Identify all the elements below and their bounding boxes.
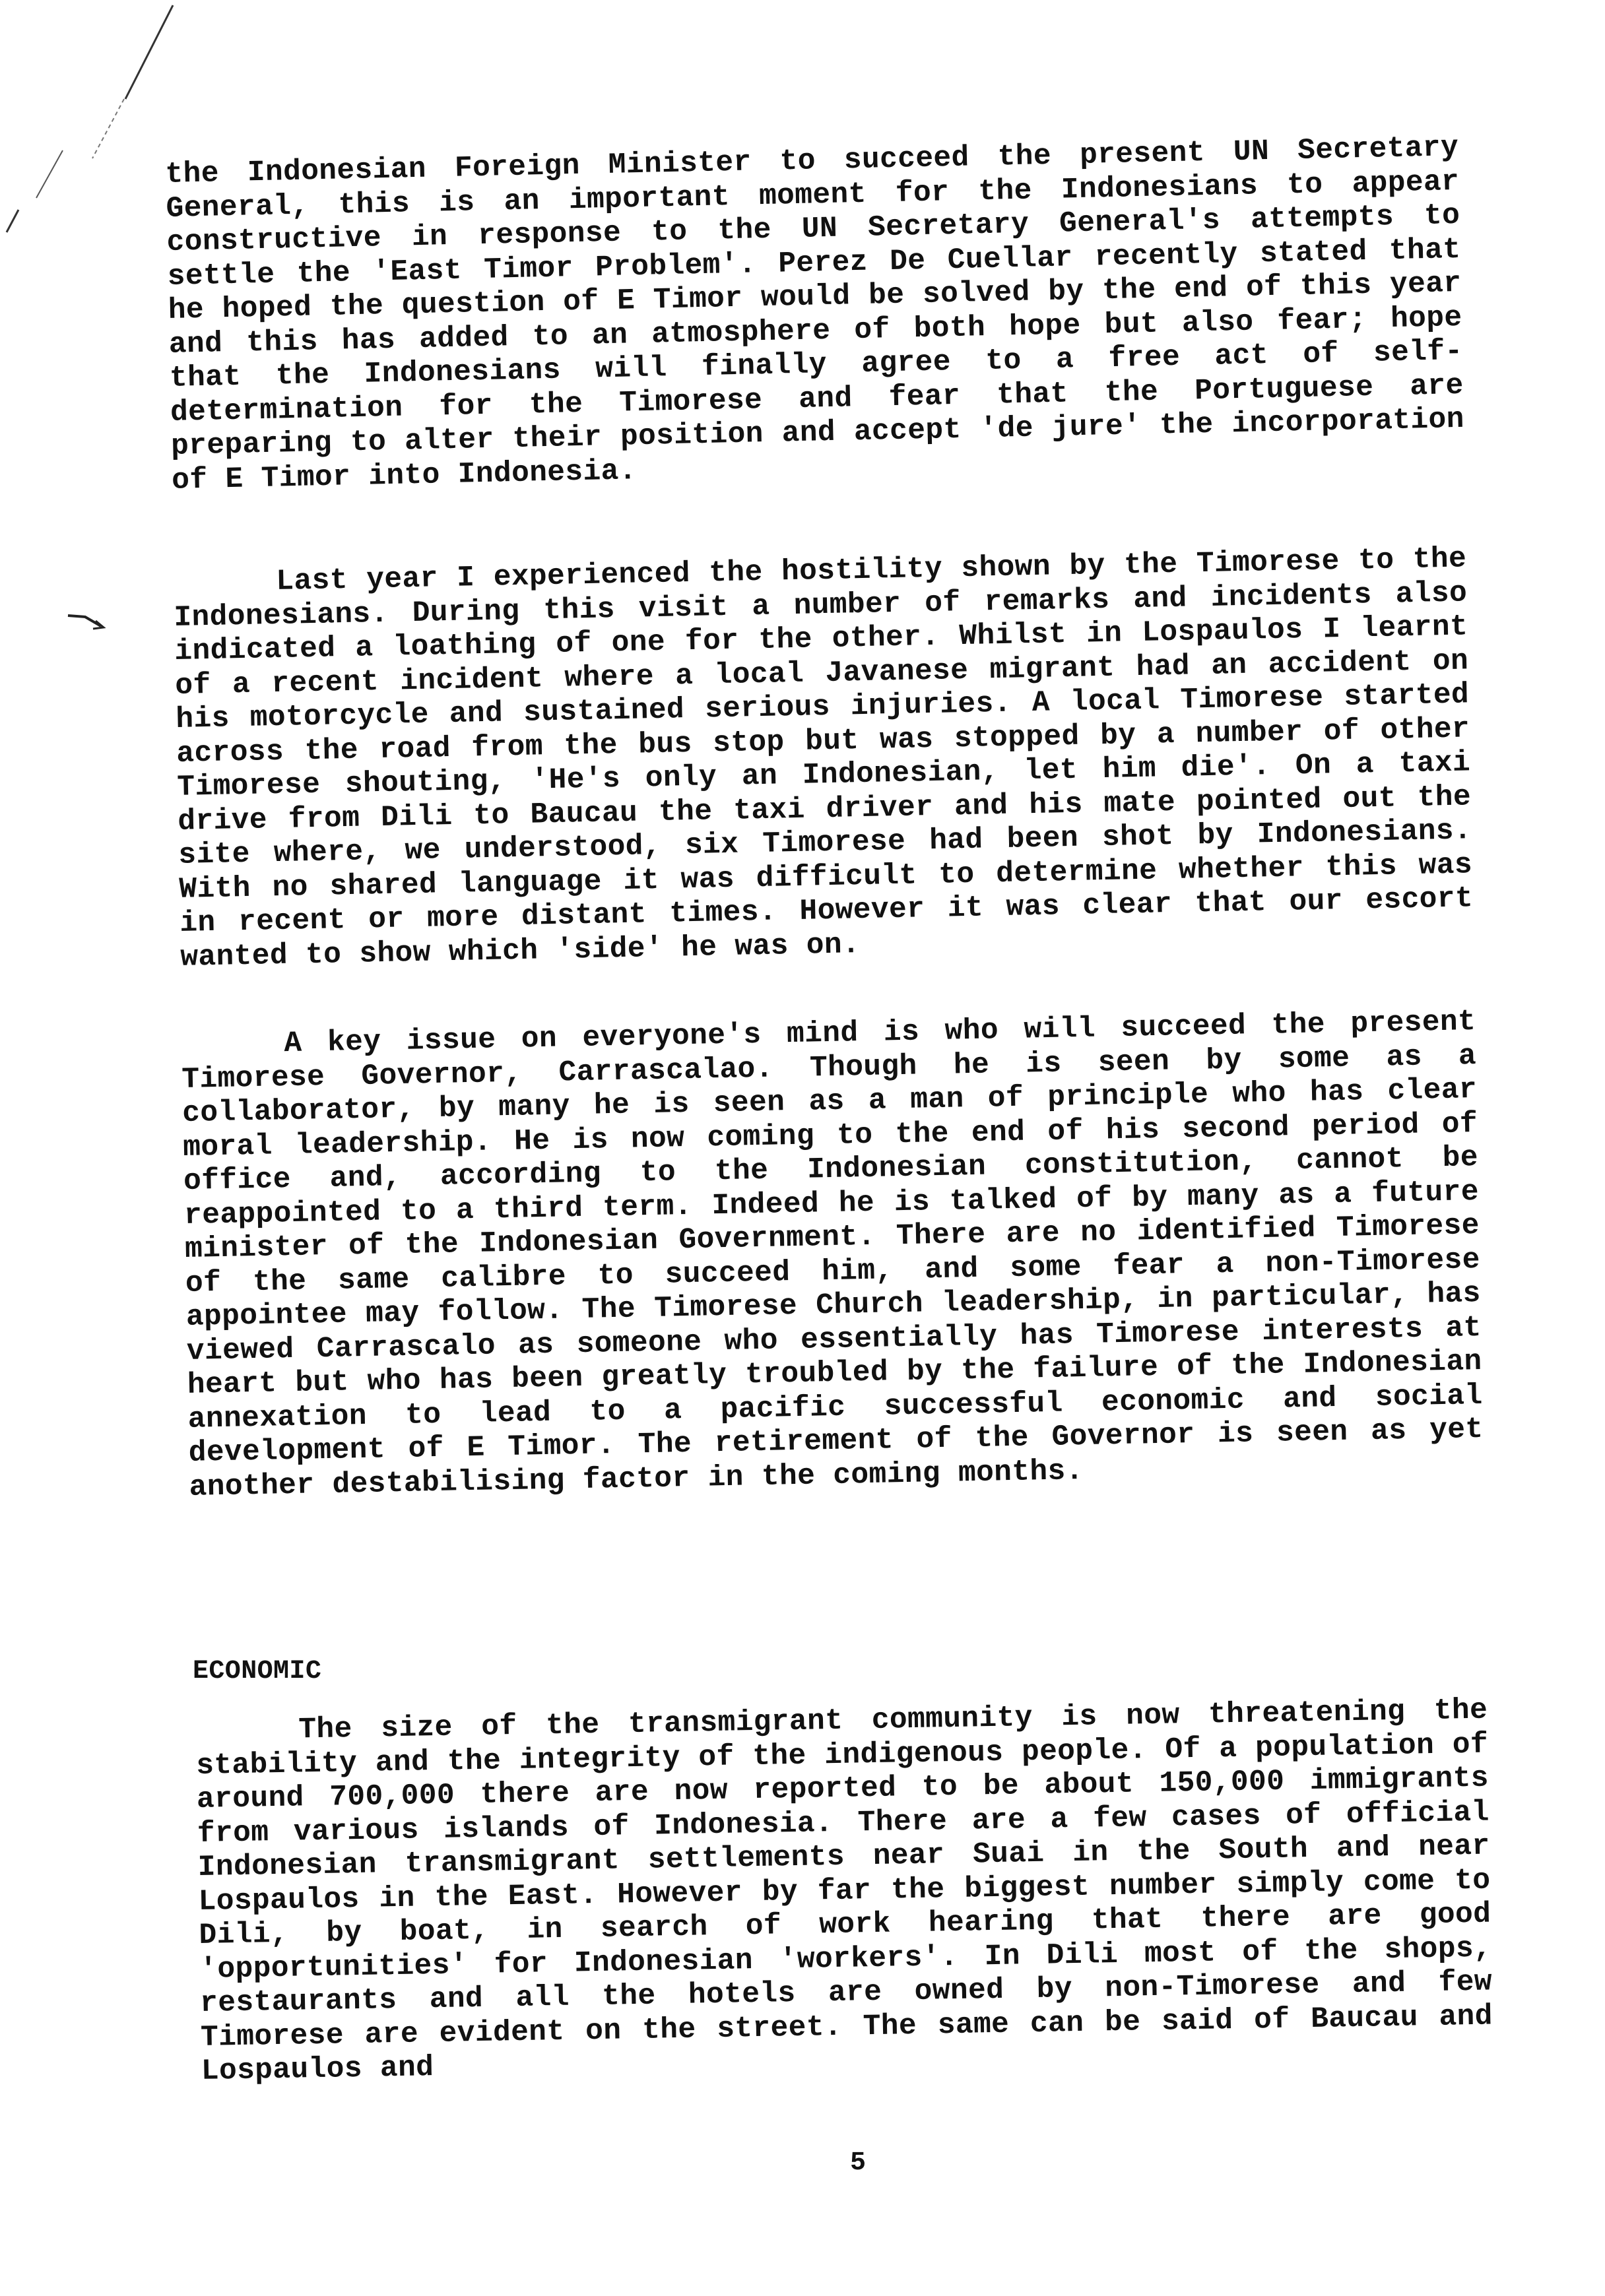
paragraph-economic: The size of the transmigrant community is now threatening the stability and the integrity of the indigenous people. Of a population of around 700,000 there are now reported to be about 150,000 immigrants from various islands of Indonesia. There are a few cases of official Indonesian transmigrant settlements near Suai in the South and near Lospaulos in the East. However by far the biggest number simply come to Dili, by boat, in search of work hearing that there are good 'opportunities' for Indonesian 'workers'. In Dili most of the shops, restaurants and all the hotels are owned by non-Timorese and few Timorese are evident on the street. The same can be said of Baucau and Lospaulos and [195,1694,1493,2088]
paragraph-2: Last year I experienced the hostility shown by the Timorese to the Indonesians. During this visit a number of remarks and incidents also indicated a loathing of one for the other. Whilst in Lospaulos I learnt of a recent incident where a local Javanese migrant had an accident on his motorcycle and sustained serious injuries. A local Timorese started across the road from the bus stop but was stopped by a number of other Timorese shouting, 'He's only an Indonesian, let him die'. On a taxi drive from Dili to Baucau the taxi driver and his mate pointed out the site where, we understood, six Timorese had been shot by Indonesians. With no shared language it was difficult to determine whether this was in recent or more distant times. However it was clear that our escort wanted to show which 'side' he was on. [173,542,1474,974]
section-heading-economic: ECONOMIC [193,1657,322,1686]
paragraph-3: A key issue on everyone's mind is who will succeed the present Timorese Governor, Carrascalao. Though he is seen by some as a collaborator, by many he is seen as a man of principle who has clear moral leadership. He is now coming to the end of his second period of office and, according to the Indonesian constitution, cannot be reappointed to a third term. Indeed he is talked of by many as a future minister of the Indonesian Government. There are no identified Timorese of the same calibre to succeed him, and some fear a non-Timorese appointee may follow. The Timorese Church leadership, in particular, has viewed Carrascalo as someone who essentially has Timorese interests at heart but who has been greatly troubled by the failure of the Indonesian annexation to lead to a pacific successful economic and social development of E Timor. The retirement of the Governor is seen as yet another destabilising factor in the coming months. [181,1005,1484,1504]
margin-arrow-mark [63,604,115,637]
paragraph-1: the Indonesian Foreign Minister to succeed the present UN Secretary General, this is an important moment for the Indonesians to appear constructive in response to the UN Secretary General's attempts to settle the 'East Timor Problem'. Perez De Cuellar recently stated that he hoped the question of E Timor would be solved by the end of this year and this has added to an atmosphere of both hope but also fear; hope that the Indonesians will finally agree to a free act of self-determination for the Timorese and fear that the Portuguese are preparing to alter their position and accept 'de jure' the incorporation of E Timor into Indonesia. [165,131,1465,497]
page-number: 5 [849,2148,866,2178]
